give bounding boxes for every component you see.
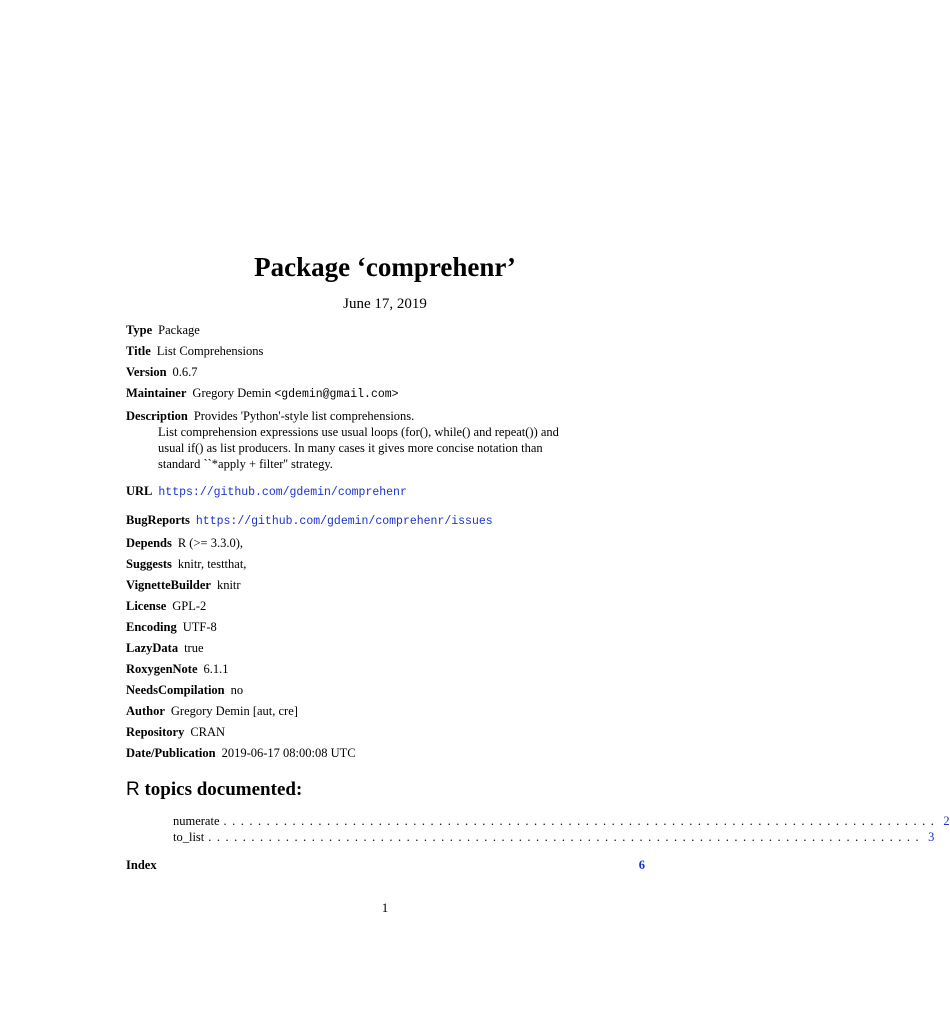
index-page[interactable]: 6 bbox=[638, 858, 645, 872]
field-key: Date/Publication bbox=[126, 746, 216, 760]
toc-entry-name: numerate bbox=[173, 814, 220, 828]
field-type bbox=[126, 322, 646, 338]
field-key: BugReports bbox=[126, 513, 190, 527]
field-key: RoxygenNote bbox=[126, 662, 198, 676]
field-key: Suggests bbox=[126, 557, 172, 571]
toc-entry-to-list[interactable] bbox=[173, 830, 935, 846]
page-number: 1 bbox=[381, 900, 389, 915]
field-value: Package bbox=[158, 323, 200, 337]
field-license bbox=[126, 598, 646, 614]
field-key: Author bbox=[126, 704, 165, 718]
package-date: June 17, 2019 bbox=[343, 296, 427, 312]
field-key: Version bbox=[126, 365, 167, 379]
field-key: URL bbox=[126, 484, 153, 498]
field-value: UTF-8 bbox=[182, 620, 217, 634]
toc-leader-dots: ................................................................................... bbox=[223, 814, 940, 828]
field-suggests bbox=[126, 556, 646, 572]
toc-heading-text: topics documented: bbox=[144, 779, 303, 800]
field-value: 2019-06-17 08:00:08 UTC bbox=[221, 746, 356, 760]
index-label: Index bbox=[126, 858, 157, 872]
field-key: Title bbox=[126, 344, 151, 358]
field-value: Gregory Demin [aut, cre] bbox=[170, 704, 298, 718]
toc-heading bbox=[126, 779, 302, 801]
field-value: no bbox=[230, 683, 244, 697]
field-lazydata bbox=[126, 640, 646, 656]
toc-entry-name: to_list bbox=[173, 830, 205, 844]
toc-entry-numerate[interactable] bbox=[173, 814, 950, 830]
field-value: CRAN bbox=[190, 725, 226, 739]
toc-heading-r: R bbox=[126, 779, 140, 800]
toc-leader-dots: ................................................................................... bbox=[208, 830, 925, 844]
toc-index-entry[interactable] bbox=[126, 858, 645, 873]
field-key: Repository bbox=[126, 725, 185, 739]
field-maintainer bbox=[126, 385, 646, 403]
field-value: 0.6.7 bbox=[172, 365, 198, 379]
toc-entry-page[interactable]: 2 bbox=[943, 814, 950, 828]
field-key: Encoding bbox=[126, 620, 177, 634]
bugreports-link[interactable]: https://github.com/gdemin/comprehenr/issues bbox=[195, 515, 493, 528]
field-key: NeedsCompilation bbox=[126, 683, 225, 697]
description-line: standard ``*apply + filter'' strategy. bbox=[158, 457, 333, 471]
field-key: Description bbox=[126, 409, 188, 423]
field-author bbox=[126, 703, 646, 719]
description-line: usual if() as list producers. In many cases it gives more concise notation than bbox=[158, 441, 543, 455]
field-key: Type bbox=[126, 323, 153, 337]
field-key: LazyData bbox=[126, 641, 179, 655]
field-value: true bbox=[184, 641, 204, 655]
description-fields bbox=[126, 322, 646, 761]
field-value: 6.1.1 bbox=[203, 662, 229, 676]
maintainer-name: Gregory Demin bbox=[192, 386, 272, 400]
field-encoding bbox=[126, 619, 646, 635]
field-needscompilation bbox=[126, 682, 646, 698]
maintainer-email: <gdemin@gmail.com> bbox=[274, 388, 399, 401]
field-key: VignetteBuilder bbox=[126, 578, 211, 592]
field-description bbox=[126, 408, 646, 472]
field-url bbox=[126, 483, 646, 501]
field-roxygennote bbox=[126, 661, 646, 677]
description-line: Provides 'Python'-style list comprehensions. bbox=[193, 409, 415, 423]
field-version bbox=[126, 364, 646, 380]
field-depends bbox=[126, 535, 646, 551]
toc-list bbox=[173, 814, 950, 846]
field-vignettebuilder bbox=[126, 577, 646, 593]
field-repository bbox=[126, 724, 646, 740]
field-value: R (>= 3.3.0), bbox=[177, 536, 243, 550]
field-value: knitr, testthat, bbox=[177, 557, 247, 571]
url-link[interactable]: https://github.com/gdemin/comprehenr bbox=[158, 486, 407, 499]
field-bugreports bbox=[126, 512, 646, 530]
field-value: GPL-2 bbox=[172, 599, 207, 613]
field-key: License bbox=[126, 599, 167, 613]
field-key: Depends bbox=[126, 536, 172, 550]
field-value: List Comprehensions bbox=[156, 344, 264, 358]
description-line: List comprehension expressions use usual loops (for(), while() and repeat()) and bbox=[158, 425, 559, 439]
field-title bbox=[126, 343, 646, 359]
package-title: Package ‘comprehenr’ bbox=[254, 252, 516, 282]
field-key: Maintainer bbox=[126, 386, 187, 400]
field-datepublication bbox=[126, 745, 646, 761]
field-value: knitr bbox=[216, 578, 241, 592]
toc-entry-page[interactable]: 3 bbox=[928, 830, 935, 844]
